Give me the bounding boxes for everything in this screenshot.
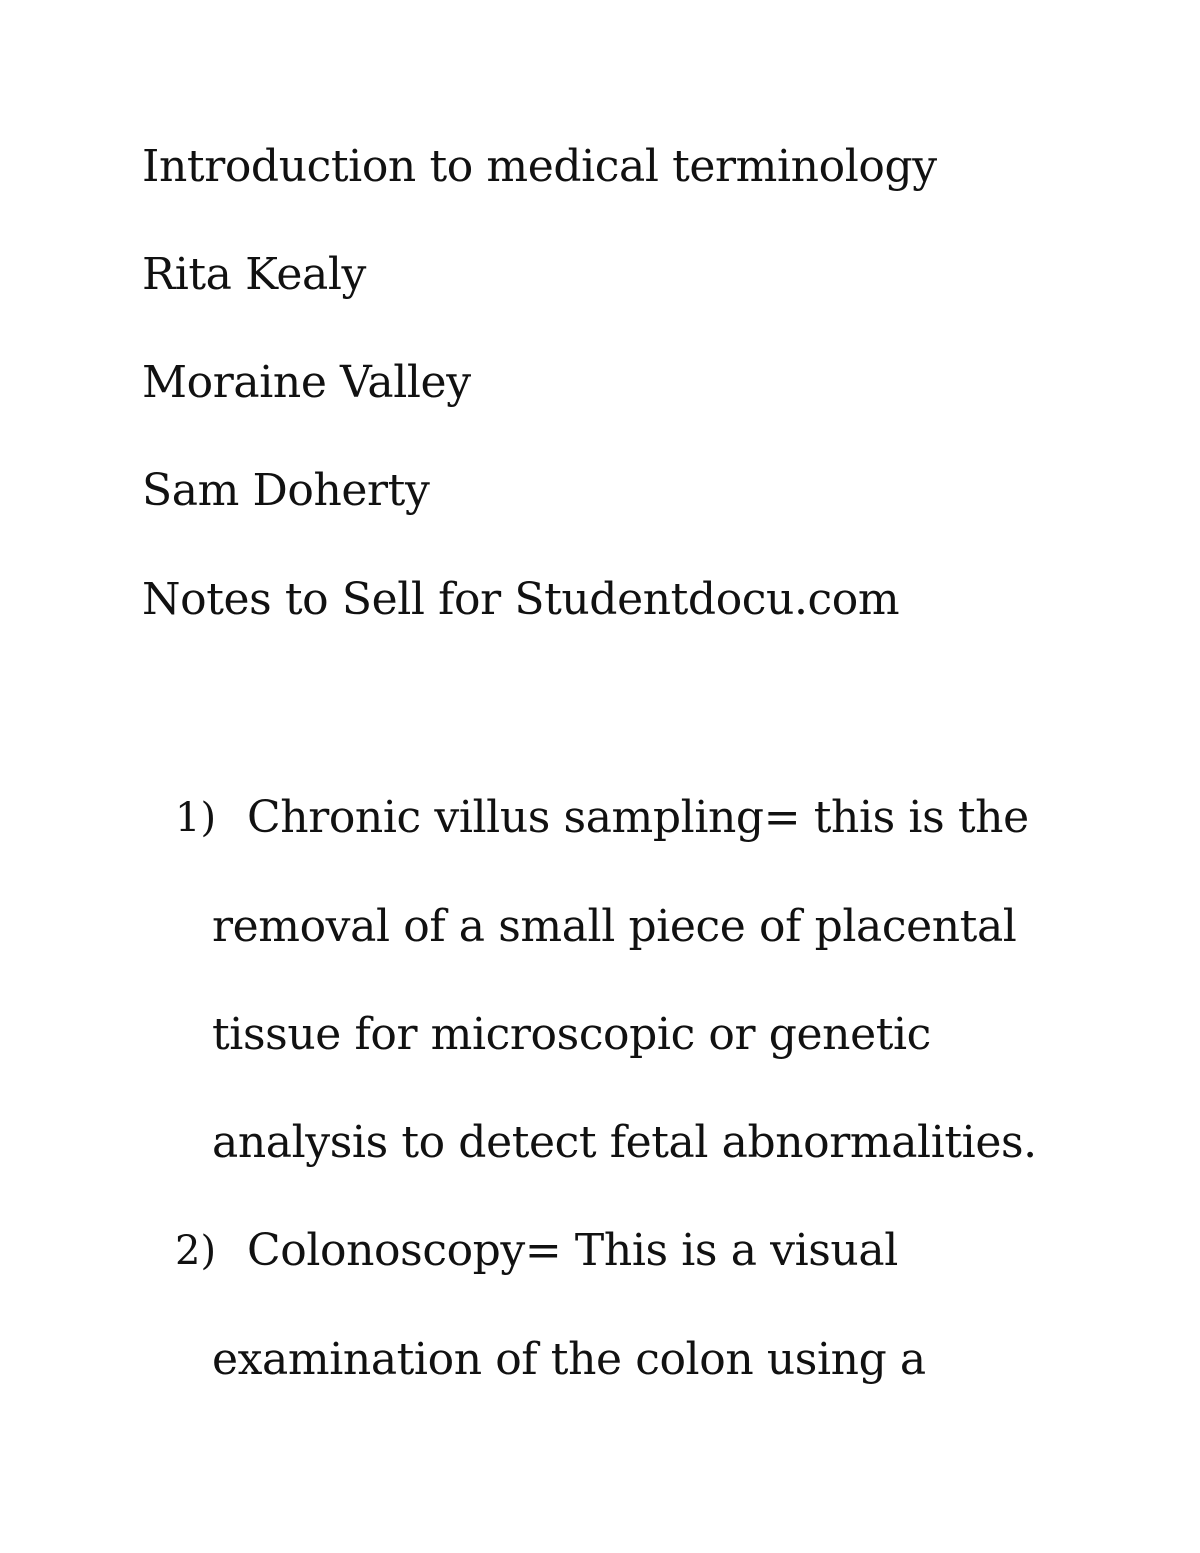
list-item-line: Colonoscopy= This is a visual	[247, 1225, 898, 1276]
list-item-line: examination of the colon using a	[212, 1334, 926, 1385]
author-name: Sam Doherty	[142, 465, 430, 516]
list-item-line: removal of a small piece of placental	[212, 901, 1017, 952]
list-item-line: Chronic villus sampling= this is the	[247, 792, 1029, 843]
document-title: Introduction to medical terminology	[142, 141, 937, 192]
list-item-number: 2)	[175, 1228, 217, 1274]
list-item-number: 1)	[175, 795, 217, 841]
professor-name: Rita Kealy	[142, 249, 366, 300]
list-item-line: tissue for microscopic or genetic	[212, 1009, 931, 1060]
document-note: Notes to Sell for Studentdocu.com	[142, 574, 900, 625]
list-item-line: analysis to detect fetal abnormalities.	[212, 1117, 1037, 1168]
school-name: Moraine Valley	[142, 357, 471, 408]
